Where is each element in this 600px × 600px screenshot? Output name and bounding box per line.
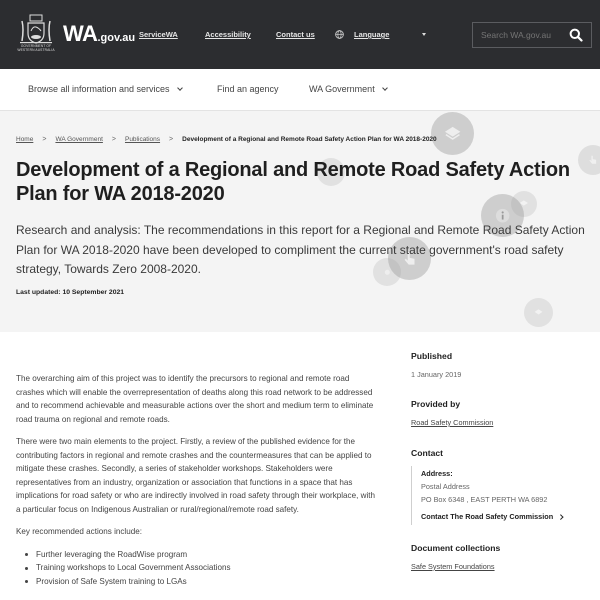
address-line: PO Box 6348 , EAST PERTH WA 6892 xyxy=(421,495,548,504)
list-item: Training workshops to Local Government Associations xyxy=(24,561,376,575)
hero-section xyxy=(0,111,600,332)
list-item: Further leveraging the RoadWise program xyxy=(24,548,376,562)
search-icon[interactable] xyxy=(569,28,583,42)
provided-by-link[interactable]: Road Safety Commission xyxy=(411,418,494,427)
hand-bubble-icon xyxy=(578,145,600,175)
language-select[interactable]: Language xyxy=(354,30,390,39)
nav-browse-all[interactable] xyxy=(28,84,182,94)
accessibility-link[interactable]: Accessibility xyxy=(205,30,251,39)
contact-heading: Contact xyxy=(411,448,443,458)
provided-by-heading: Provided by xyxy=(411,399,461,409)
recommended-actions-list xyxy=(16,548,376,589)
page-title: Development of a Regional and Remote Road Safety Action Plan for WA 2018-2020 xyxy=(16,159,570,205)
breadcrumb-wa-government[interactable]: WA Government xyxy=(55,136,103,143)
breadcrumb-separator-icon: > xyxy=(42,136,47,143)
last-updated: Last updated: 10 September 2021 xyxy=(16,289,125,296)
chevron-down-icon xyxy=(382,85,388,91)
list-item: Provision of Safe System training to LGAs xyxy=(24,575,376,589)
body-paragraph: Key recommended actions include: xyxy=(16,527,142,536)
address-line: Postal Address xyxy=(421,482,470,491)
contact-commission-link[interactable] xyxy=(421,512,591,525)
body-paragraph: The overarching aim of this project was to identify the precursors to regional and remote road crashes which will enable the overrepresentation of deaths along this road network to be addressed and to recommend achievable and measurable actions over the short and medium term to eliminate road trauma on regional and remote roads. xyxy=(16,374,374,424)
breadcrumb xyxy=(16,136,437,143)
search-box xyxy=(472,22,592,48)
chevron-right-icon xyxy=(558,514,563,519)
breadcrumb-publications[interactable]: Publications xyxy=(124,136,161,143)
document-collection-link[interactable]: Safe System Foundations xyxy=(411,562,495,571)
breadcrumb-home[interactable]: Home xyxy=(16,136,34,143)
layers-bubble-icon xyxy=(524,298,553,327)
servicewa-link[interactable]: ServiceWA xyxy=(139,30,178,39)
body-paragraph: There were two main elements to the project. Firstly, a review of the published evidence for the contributing factors in regional and remote crashes and the countermeasures that can be applied to mitigate these crashes. Secondly, a series of stakeholder workshops. Stakeholders were representatives from an industry, organization or association that functions in a space that has implications for road safety or who are indirectly involved in road safety through their workplace, with a particular focus on Indigenous Australian or rural/regional/remote road safety. xyxy=(16,437,375,514)
brand-main: WA xyxy=(63,21,98,46)
published-date: 1 January 2019 xyxy=(411,370,462,379)
breadcrumb-separator-icon: > xyxy=(169,136,174,143)
brand-logo[interactable] xyxy=(63,22,135,50)
contact-commission-label: Contact The Road Safety Commission xyxy=(421,512,554,521)
globe-icon xyxy=(335,30,344,39)
nav-find-agency[interactable] xyxy=(217,84,279,94)
breadcrumb-current: Development of a Regional and Remote Road Safety Action Plan for WA 2018-2020 xyxy=(182,136,437,143)
document-collections-heading: Document collections xyxy=(411,543,501,553)
layers-bubble-icon xyxy=(431,112,474,155)
address-heading: Address: xyxy=(421,469,453,478)
chevron-down-icon xyxy=(177,85,183,91)
sidebar xyxy=(411,351,591,574)
top-header xyxy=(0,0,600,69)
nav-browse-all-label: Browse all information and services xyxy=(28,84,170,94)
nav-find-agency-label: Find an agency xyxy=(217,84,279,94)
page-summary: Research and analysis: The recommendations in this report for a Regional and Remote Road Safety Action Plan for WA 2018-2020 have been developed to compliment the current state government's road safety strategy, Towards Zero 2008-2020. xyxy=(16,223,585,276)
nav-wa-government[interactable] xyxy=(309,84,387,94)
main-content xyxy=(16,372,376,588)
brand-suffix: .gov.au xyxy=(97,32,136,44)
published-heading: Published xyxy=(411,351,453,361)
nav-wa-government-label: WA Government xyxy=(309,84,375,94)
contact-box xyxy=(411,466,591,525)
language-caret-icon[interactable] xyxy=(422,33,426,36)
search-input[interactable] xyxy=(481,23,567,47)
breadcrumb-separator-icon: > xyxy=(111,136,116,143)
contact-us-link[interactable]: Contact us xyxy=(276,30,315,39)
secondary-nav xyxy=(0,69,600,111)
crest-label: GOVERNMENT OF WESTERN AUSTRALIA xyxy=(17,44,55,52)
